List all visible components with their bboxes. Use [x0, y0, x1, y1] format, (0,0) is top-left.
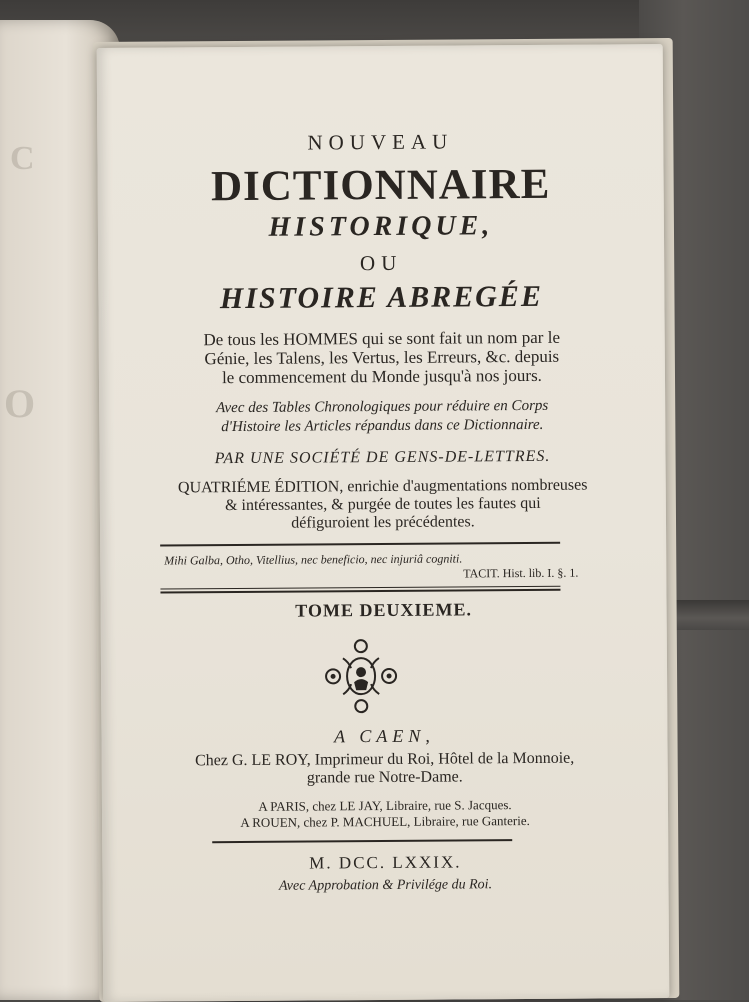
title-page — [97, 44, 670, 1002]
printer-line: grande rue Notre-Dame. — [306, 768, 463, 787]
bookseller-paris: A PARIS, chez LE JAY, Libraire, rue S. Jacques. — [258, 797, 512, 814]
volume-label: TOME DEUXIEME. — [295, 599, 473, 621]
edition-line: QUATRIÉME ÉDITION, enrichie d'augmentations nombreuses — [177, 476, 588, 497]
bleed-through-mark: O — [4, 381, 36, 426]
motto-quote: Mihi Galba, Otho, Vitellius, nec beneficio, nec injuriâ cogniti. — [164, 551, 463, 568]
edition-line: défiguroient les précédentes. — [291, 513, 475, 532]
bleed-through-mark: C — [10, 140, 35, 177]
tables-line: d'Histoire les Articles répandus dans ce Dictionnaire. — [221, 416, 544, 436]
rule-divider — [160, 589, 560, 594]
printer-line: Chez G. LE ROY, Imprimeur du Roi, Hôtel de la Monnoie, — [194, 749, 575, 770]
title-nouveau: NOUVEAU — [307, 129, 454, 155]
title-histoire-abregee: HISTOIRE ABREGÉE — [219, 279, 544, 316]
approbation-line: Avec Approbation & Privilége du Roi. — [278, 877, 493, 894]
title-historique: HISTORIQUE, — [268, 210, 494, 243]
description-line: le commencement du Monde jusqu'à nos jours. — [221, 365, 542, 388]
author-line: PAR UNE SOCIÉTÉ DE GENS-DE-LETTRES. — [214, 447, 551, 468]
rule-divider — [212, 839, 512, 843]
place-caen: A CAEN, — [334, 725, 435, 747]
edition-line: & intéressantes, & purgée de toutes les fautes qui — [225, 494, 541, 515]
bookseller-rouen: A ROUEN, chez P. MACHUEL, Libraire, rue Ganterie. — [240, 812, 530, 831]
title-dictionnaire: DICTIONNAIRE — [210, 160, 551, 211]
description-line: De tous les HOMMES qui se sont fait un nom par le — [203, 327, 561, 350]
rule-divider — [160, 542, 560, 547]
motto-source: TACIT. Hist. lib. I. §. 1. — [463, 565, 579, 581]
tables-line: Avec des Tables Chronologiques pour réduire en Corps — [216, 397, 549, 417]
publication-date: M. DCC. LXXIX. — [309, 852, 462, 873]
title-ou: OU — [359, 250, 403, 276]
printer-ornament-icon — [321, 636, 402, 717]
description-line: Génie, les Talens, les Vertus, les Erreurs, &c. depuis — [204, 346, 560, 369]
